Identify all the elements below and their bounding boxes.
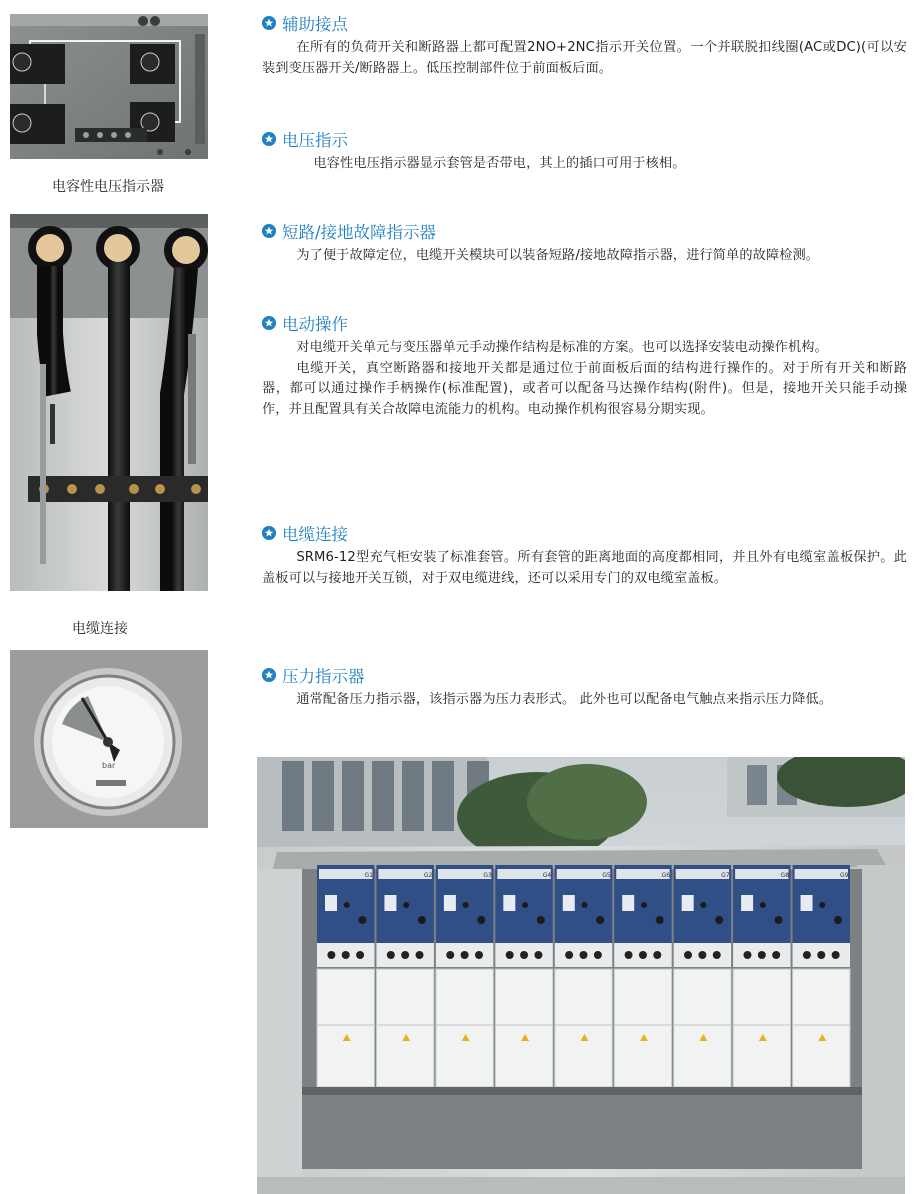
- panel-number-label: G5: [602, 872, 611, 879]
- cable-connection-photo: [10, 214, 208, 591]
- section-voltage-indication: [262, 128, 907, 175]
- section-paragraph: 在所有的负荷开关和断路器上都可配置2NO+2NC指示开关位置。一个并联脱扣线圈(AC或DC)(可以安装到变压器开关/断路器上。低压控制部件位于前面板后面。: [262, 40, 907, 76]
- switchgear-panel: [733, 865, 790, 1087]
- star-badge-icon: [262, 132, 276, 146]
- switchgear-panel: [793, 865, 850, 1087]
- section-paragraph: SRM6-12型充气柜安装了标准套管。所有套管的距离地面的高度都相同，并且外有电缆室盖板保护。此盖板可以与接地开关互锁，对于双电缆进线，还可以采用专门的双电缆室盖板。: [262, 550, 907, 586]
- section-title: [262, 220, 907, 242]
- section-title-text: 电缆连接: [282, 525, 348, 544]
- panel-number-label: G1: [364, 872, 373, 879]
- section-paragraph: 电容性电压指示器显示套管是否带电，其上的插口可用于核相。: [313, 156, 686, 171]
- section-pressure-indicator: [262, 664, 907, 711]
- section-title: [262, 128, 907, 150]
- switchgear-panel: [674, 865, 731, 1087]
- photo-caption-cable-connection: 电缆连接: [72, 621, 128, 637]
- section-title-text: 辅助接点: [282, 15, 348, 34]
- section-fault-indicator: [262, 220, 907, 267]
- star-badge-icon: [262, 668, 276, 682]
- panel-number-label: G9: [840, 872, 849, 879]
- panel-number-label: G7: [721, 872, 730, 879]
- switchgear-cabinet-photo: [257, 757, 905, 1194]
- capacitive-voltage-indicator-photo: [10, 14, 208, 159]
- section-title: [262, 522, 907, 544]
- switchgear-panel: [317, 865, 374, 1087]
- star-badge-icon: [262, 224, 276, 238]
- switchgear-panel: [436, 865, 493, 1087]
- section-motor-operation: [262, 312, 907, 420]
- section-title: [262, 12, 907, 34]
- section-title-text: 短路/接地故障指示器: [282, 223, 437, 242]
- panel-number-label: G4: [542, 872, 552, 879]
- section-cable-connection: [262, 522, 907, 589]
- pressure-gauge-photo: [10, 650, 208, 828]
- star-badge-icon: [262, 16, 276, 30]
- section-title: [262, 664, 907, 686]
- section-title-text: 电动操作: [282, 315, 348, 334]
- switchgear-panel: [614, 865, 671, 1087]
- section-title-text: 电压指示: [282, 131, 348, 150]
- photo-caption-voltage-indicator: 电容性电压指示器: [52, 179, 164, 195]
- panel-number-label: G8: [780, 872, 790, 879]
- section-paragraph: 电缆开关，真空断路器和接地开关都是通过位于前面板后面的结构进行操作的。对于所有开关和断路器，都可以通过操作手柄操作(标准配置)，或者可以配备马达操作结构(附件)。但是，接地开关只能手动操作，并且配置具有关合故障电流能力的机构。电动操作机构很容易分期实现。: [262, 360, 907, 417]
- section-title-text: 压力指示器: [282, 667, 365, 686]
- panel-number-label: G3: [483, 872, 492, 879]
- section-auxiliary-contacts: [262, 12, 907, 79]
- panel-number-label: G6: [661, 872, 671, 879]
- section-paragraph: 对电缆开关单元与变压器单元手动操作结构是标准的方案。也可以选择安装电动操作机构。: [296, 340, 828, 355]
- switchgear-panel: [495, 865, 552, 1087]
- panel-number-label: G2: [423, 872, 433, 879]
- section-paragraph: 通常配备压力指示器，该指示器为压力表形式。 此外也可以配备电气触点来指示压力降低。: [296, 692, 833, 707]
- switchgear-panel: [376, 865, 433, 1087]
- star-badge-icon: [262, 526, 276, 540]
- section-title: [262, 312, 907, 334]
- gauge-unit-label: bar: [102, 761, 116, 770]
- star-badge-icon: [262, 316, 276, 330]
- switchgear-panel: [555, 865, 612, 1087]
- section-paragraph: 为了便于故障定位，电缆开关模块可以装备短路/接地故障指示器，进行简单的故障检测。: [296, 248, 820, 263]
